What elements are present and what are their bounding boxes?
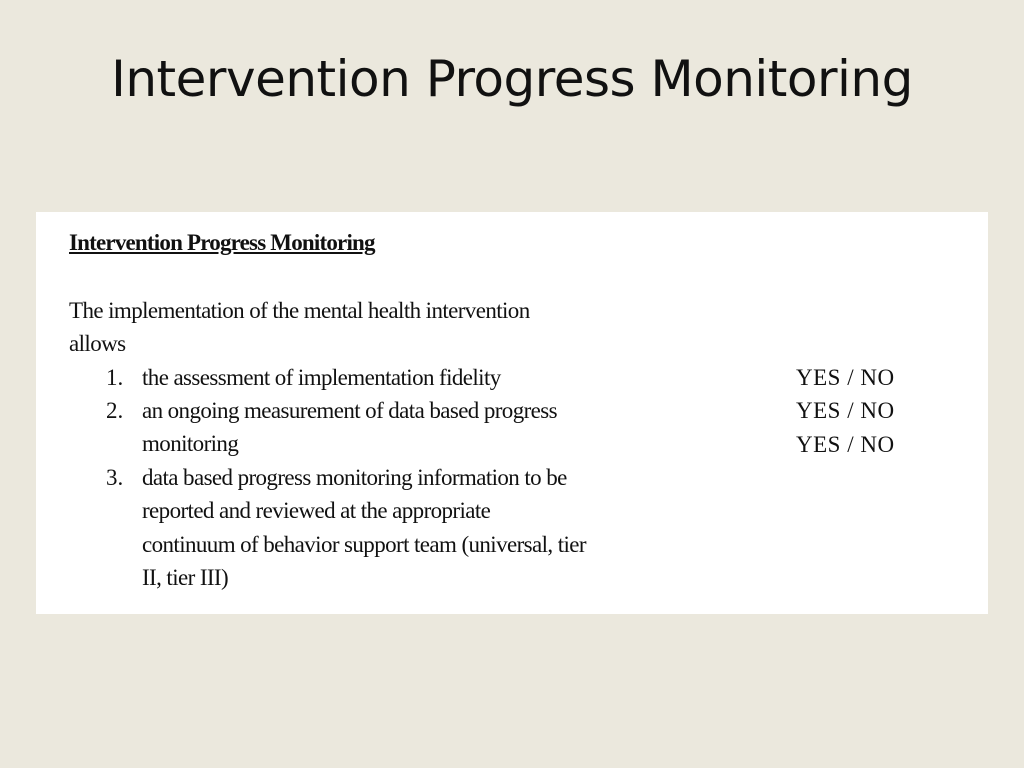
list-item-text: the assessment of implementation fidelity — [142, 365, 501, 390]
item-number: 2. — [106, 398, 124, 423]
document-heading: Intervention Progress Monitoring — [69, 230, 375, 255]
item-number: 3. — [106, 465, 124, 490]
yes-no-answer: YES / NO — [796, 365, 895, 390]
yes-no-answer: YES / NO — [796, 432, 895, 457]
list-item-text: reported and reviewed at the appropriate — [142, 498, 491, 523]
intro-line: allows — [69, 331, 126, 356]
yes-no-answer: YES / NO — [796, 398, 895, 423]
list-item-text: II, tier III) — [142, 565, 229, 590]
list-item-text: an ongoing measurement of data based progress — [142, 398, 557, 423]
intro-line: The implementation of the mental health intervention — [69, 298, 530, 323]
document-image — [36, 212, 988, 614]
list-item-text: continuum of behavior support team (universal, tier — [142, 532, 586, 557]
list-item-text: monitoring — [142, 431, 239, 456]
list-item-text: data based progress monitoring information to be — [142, 465, 567, 490]
item-number: 1. — [106, 365, 124, 390]
slide-title: Intervention Progress Monitoring — [111, 50, 913, 108]
